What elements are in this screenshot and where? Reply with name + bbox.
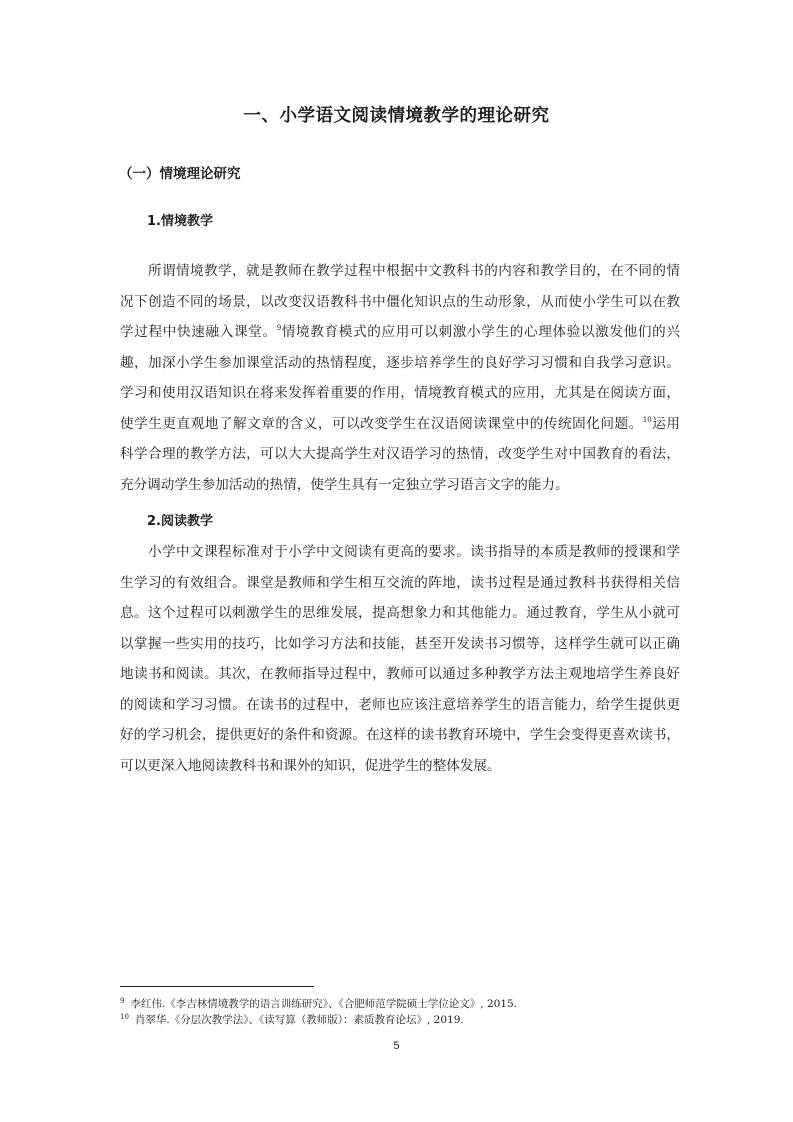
paragraph-line [120,317,680,348]
subsection-2-paragraph [120,537,680,781]
paragraph-line: 充分调动学生参加活动的热情，使学生具有一定独立学习语言文字的能力。 [120,476,569,493]
footnote-mark: 10 [120,1013,129,1021]
subsection-1-heading: 1.情境教学 [147,214,213,229]
footnote-mark: 9 [120,997,125,1005]
paragraph-line: 息。这个过程可以刺激学生的思维发展，提高想象力和其他能力。通过教育，学生从小就可 [120,605,680,621]
paragraph-line: 趣，加深小学生参加课堂活动的热情程度，逐步培养学生的良好学习习惯和自我学习意识。 [120,354,680,371]
section-heading: （一）情境理论研究 [119,166,241,182]
paragraph-line: 可以更深入地阅读教科书和课外的知识，促进学生的整体发展。 [120,757,501,774]
paragraph-line [120,409,680,440]
paragraph-line: 地读书和阅读。其次，在教师指导过程中，教师可以通过多种教学方法主观地培学生养良好 [120,666,680,682]
footnote-text: 肖翠华.《分层次教学法》、《读写算（教师版）：素质教育论坛》, 2019. [134,1014,464,1026]
paragraph-line: 所谓情境教学，就是教师在教学过程中根据中文教科书的内容和教学目的，在不同的情 [148,263,680,279]
footnote-text: 李红伟.《李吉林情境教学的语言训练研究》、《合肥师范学院硕士学位论文》, 2015. [130,998,518,1010]
paragraph-line: 小学中文课程标准对于小学中文阅读有更高的要求。读书指导的本质是教师的授课和学 [148,544,680,560]
page-number: 5 [393,1040,400,1052]
footnote-ref-9[interactable]: 9 [276,324,282,332]
paragraph-line-text: 学过程中快速融入课堂。 [120,324,277,340]
subsection-1-paragraph [120,256,680,500]
paragraph-line: 生学习的有效组合。课堂是教师和学生相互交流的阵地，读书过程是通过教科书获得相关信 [120,574,680,591]
paragraph-line-text: 情境教育模式的应用可以刺激小学生的心理体验以激发他们的兴 [281,324,680,340]
paragraph-line: 好的学习机会，提供更好的条件和资源。在这样的读书教育环境中，学生会变得更喜欢读书， [120,727,680,743]
footnote-ref-10[interactable]: 10 [642,415,652,424]
paragraph-line: 学习和使用汉语知识在将来发挥着重要的作用，情境教育模式的应用，尤其是在阅读方面， [120,385,680,401]
paragraph-line-text: 使学生更直观地了解文章的含义，可以改变学生在汉语阅读课堂中的传统固化问题。 [120,415,643,432]
paragraph-line: 以掌握一些实用的技巧，比如学习方法和技能，甚至开发读书习惯等，这样学生就可以正确 [120,635,680,652]
footnote-10 [120,1010,464,1028]
subsection-2-heading: 2.阅读教学 [147,514,213,529]
paragraph-line-text: 运用 [651,415,681,432]
paragraph-line: 况下创造不同的场景，以改变汉语教科书中僵化知识点的生动形象，从而使小学生可以在教 [120,293,680,310]
paragraph-line: 科学合理的教学方法，可以大大提高学生对汉语学习的热情，改变学生对中国教育的看法， [120,446,680,462]
chapter-title: 一、小学语文阅读情境教学的理论研究 [243,106,550,126]
paragraph-line: 的阅读和学习习惯。在读书的过程中，老师也应该注意培养学生的语言能力，给学生提供更 [120,696,680,713]
footnote-divider [120,986,314,987]
